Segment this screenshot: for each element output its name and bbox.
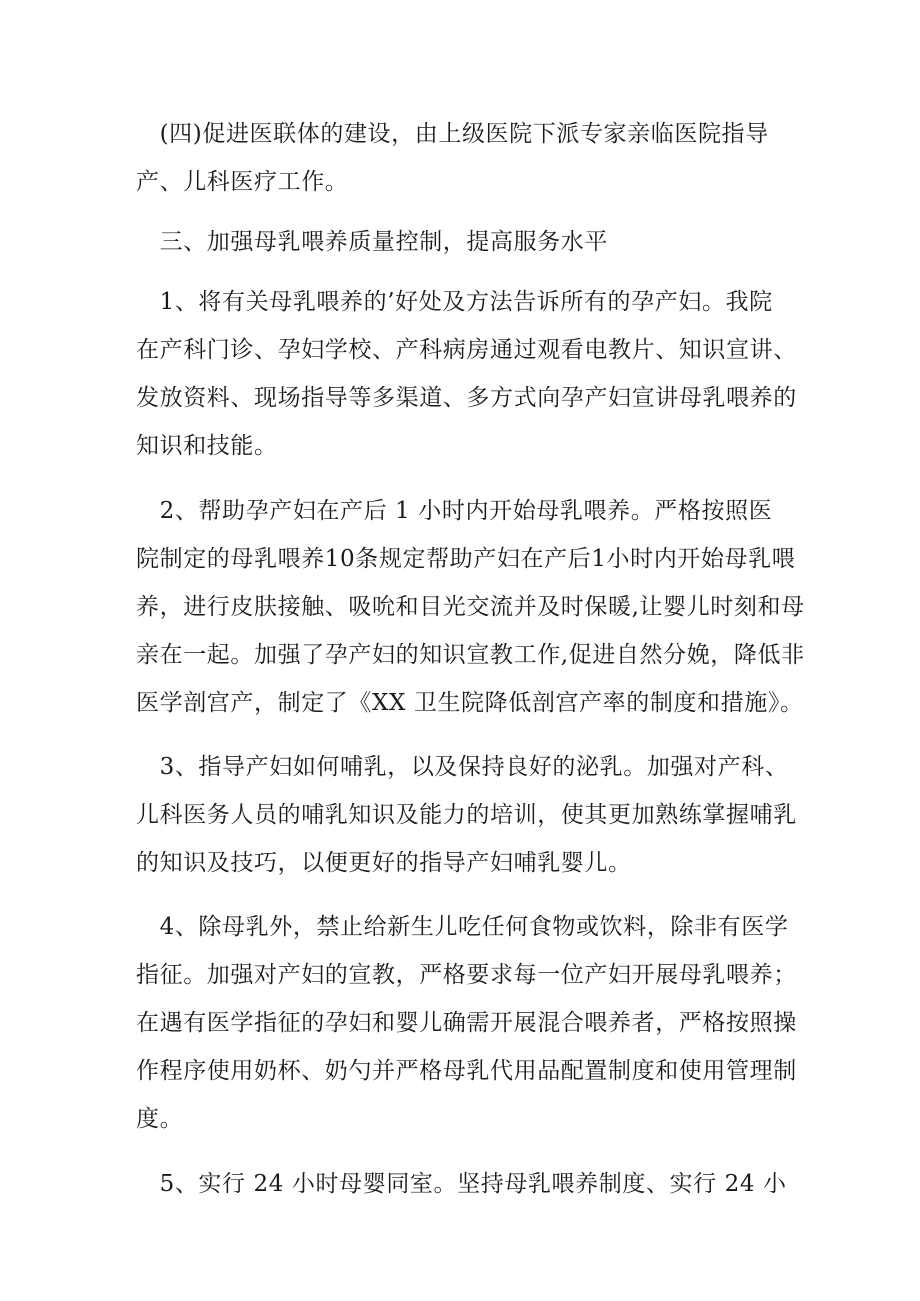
text-line: 儿科医务人员的哺乳知识及能力的培训，使其更加熟练掌握哺乳 <box>136 802 797 828</box>
text-line: 亲在一起。加强了孕产妇的知识宣教工作,促进自然分娩，降低非 <box>136 642 805 668</box>
text-line: 5、实行 24 小时母婴同室。坚持母乳喂养制度、实行 24 小 <box>136 1171 787 1197</box>
section-heading <box>136 218 792 266</box>
text-line: 发放资料、现场指导等多渠道、多方式向孕产妇宣讲母乳喂养的 <box>136 385 797 411</box>
text-line: 在产科门诊、孕妇学校、产科病房通过观看电教片、知识宣讲、 <box>136 337 797 363</box>
text-line: 4、除母乳外，禁止给新生儿吃任何食物或饮料，除非有医学 <box>136 914 789 940</box>
paragraph-item-4 <box>136 903 797 1143</box>
paragraph-item-5 <box>136 1160 792 1208</box>
text-line: 指征。加强对产妇的宣教，严格要求每一位产妇开展母乳喂养； <box>136 962 797 988</box>
text-line: (四)促进医联体的建设，由上级医院下派专家亲临医院指导 <box>136 121 769 147</box>
text-line: 的知识及技巧，以便更好的指导产妇哺乳婴儿。 <box>136 850 632 876</box>
text-line: 3、指导产妇如何哺乳，以及保持良好的泌乳。加强对产科、 <box>136 754 789 780</box>
text-line: 产、儿科医疗工作。 <box>136 169 349 195</box>
text-line: 1、将有关母乳喂养的’好处及方法告诉所有的孕产妇。我院 <box>136 289 773 315</box>
heading-line: 三、加强母乳喂养质量控制，提高服务水平 <box>136 229 608 255</box>
paragraph-item-3 <box>136 743 797 887</box>
text-line: 作程序使用奶杯、奶勺并严格母乳代用品配置制度和使用管理制 <box>136 1058 797 1084</box>
text-line: 知识和技能。 <box>136 433 278 459</box>
text-line: 养，进行皮肤接触、吸吮和目光交流并及时保暖,让婴儿时刻和母 <box>136 594 805 620</box>
text-line: 院制定的母乳喂养10条规定帮助产妇在产后1小时内开始母乳喂 <box>136 546 796 572</box>
paragraph-medical-alliance <box>136 110 792 206</box>
text-line: 在遇有医学指征的孕妇和婴儿确需开展混合喂养者，严格按照操 <box>136 1010 797 1036</box>
paragraph-item-2 <box>136 487 805 727</box>
text-line: 2、帮助孕产妇在产后 1 小时内开始母乳喂养。严格按照医 <box>136 498 773 524</box>
text-line: 医学剖宫产，制定了《XX 卫生院降低剖宫产率的制度和措施》。 <box>136 690 804 716</box>
text-line: 度。 <box>136 1106 184 1132</box>
paragraph-item-1 <box>136 278 797 470</box>
